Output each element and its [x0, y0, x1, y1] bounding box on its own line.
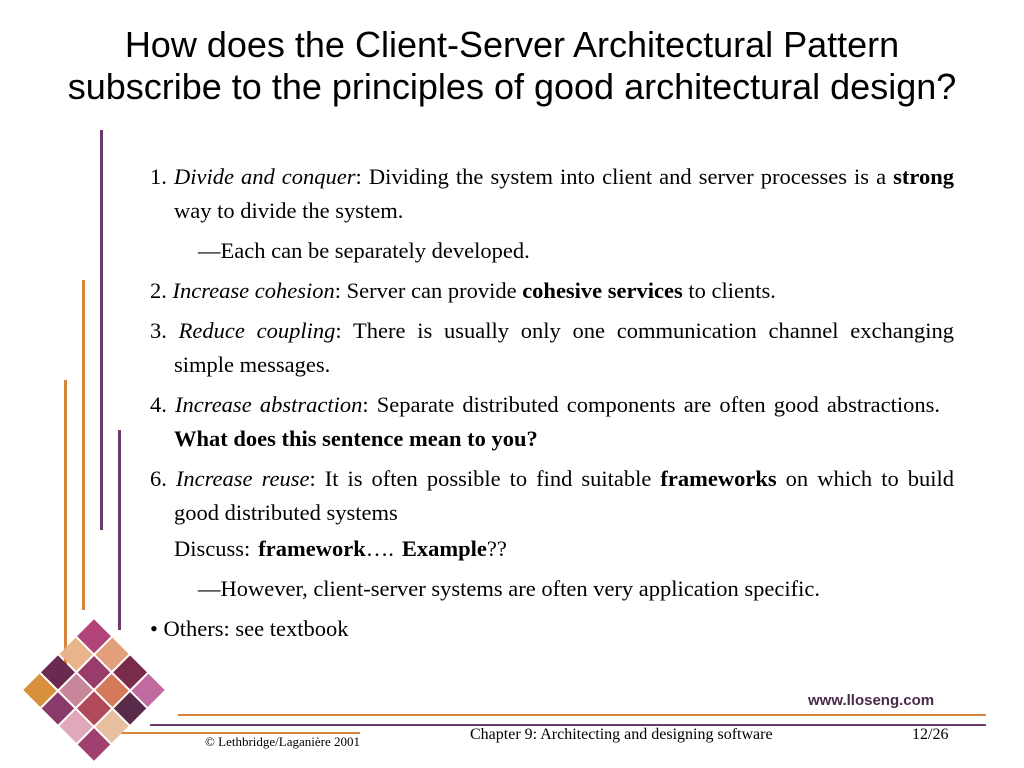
item-heading: Divide and conquer [173, 164, 356, 189]
item-number: 4. [150, 392, 167, 417]
discuss-framework: framework [258, 536, 366, 561]
item-emphasis: frameworks [660, 466, 777, 491]
item-heading: Increase reuse [175, 466, 310, 491]
item-text: : It is often possible to find suitable [309, 466, 661, 491]
item-emphasis: strong [893, 164, 955, 189]
item-number: 3. [150, 318, 167, 343]
item-text: on which to build good distributed systems [174, 466, 954, 525]
list-item-others [150, 612, 954, 646]
discuss-example: Example [401, 536, 487, 561]
discuss-end: ?? [486, 536, 507, 561]
discuss-line [150, 532, 954, 566]
decorative-vertical-line [100, 130, 103, 530]
item-question: What does this sentence mean to you? [174, 426, 538, 451]
item-heading: Reduce coupling [178, 318, 336, 343]
website-url: www.lloseng.com [808, 692, 935, 709]
item-text: : Dividing the system into client and server processes is a [355, 164, 894, 189]
item-text: Others: see textbook [163, 616, 349, 641]
quilt-logo-icon [23, 619, 164, 760]
footer-copyright: © Lethbridge/Laganière 2001 [205, 734, 360, 749]
slide-title-line-2: subscribe to the principles of good architectural design? [67, 66, 957, 107]
item-number: 2. [150, 278, 167, 303]
item-heading: Increase abstraction [175, 392, 363, 417]
sub-item-application-specific: —However, client-server systems are often very application specific. [198, 576, 820, 601]
item-emphasis: cohesive services [522, 278, 683, 303]
list-item-increase-cohesion [150, 274, 954, 308]
decorative-vertical-line [118, 430, 121, 630]
discuss-label: Discuss: [174, 536, 251, 561]
decorative-vertical-line [64, 380, 67, 670]
item-text: : Server can provide [334, 278, 523, 303]
item-text: : There is usually only one communication channel exchanging simple messages. [174, 318, 954, 377]
list-item-reduce-coupling [150, 314, 954, 382]
item-number: 6. [150, 466, 167, 491]
slide-body [150, 160, 954, 652]
discuss-dots: …. [365, 536, 394, 561]
decorative-vertical-line [82, 280, 85, 610]
list-item-increase-reuse [150, 462, 954, 530]
bullet-icon: • [150, 616, 158, 641]
slide-title [0, 24, 1024, 108]
item-text: way to divide the system. [174, 198, 404, 223]
item-text: : Separate distributed components are often good abstractions. [362, 392, 941, 417]
slide-title-line-1: How does the Client-Server Architectural Pattern [124, 24, 900, 65]
item-text: to clients. [682, 278, 776, 303]
footer-page-number: 12/26 [912, 726, 949, 743]
list-item-divide-and-conquer [150, 160, 954, 228]
sub-item-separately-developed: —Each can be separately developed. [198, 238, 530, 263]
item-heading: Increase cohesion [172, 278, 335, 303]
list-item-increase-abstraction [150, 388, 954, 456]
footer-chapter: Chapter 9: Architecting and designing software [470, 726, 773, 743]
item-number: 1. [150, 164, 167, 189]
footer-rule [178, 714, 986, 716]
